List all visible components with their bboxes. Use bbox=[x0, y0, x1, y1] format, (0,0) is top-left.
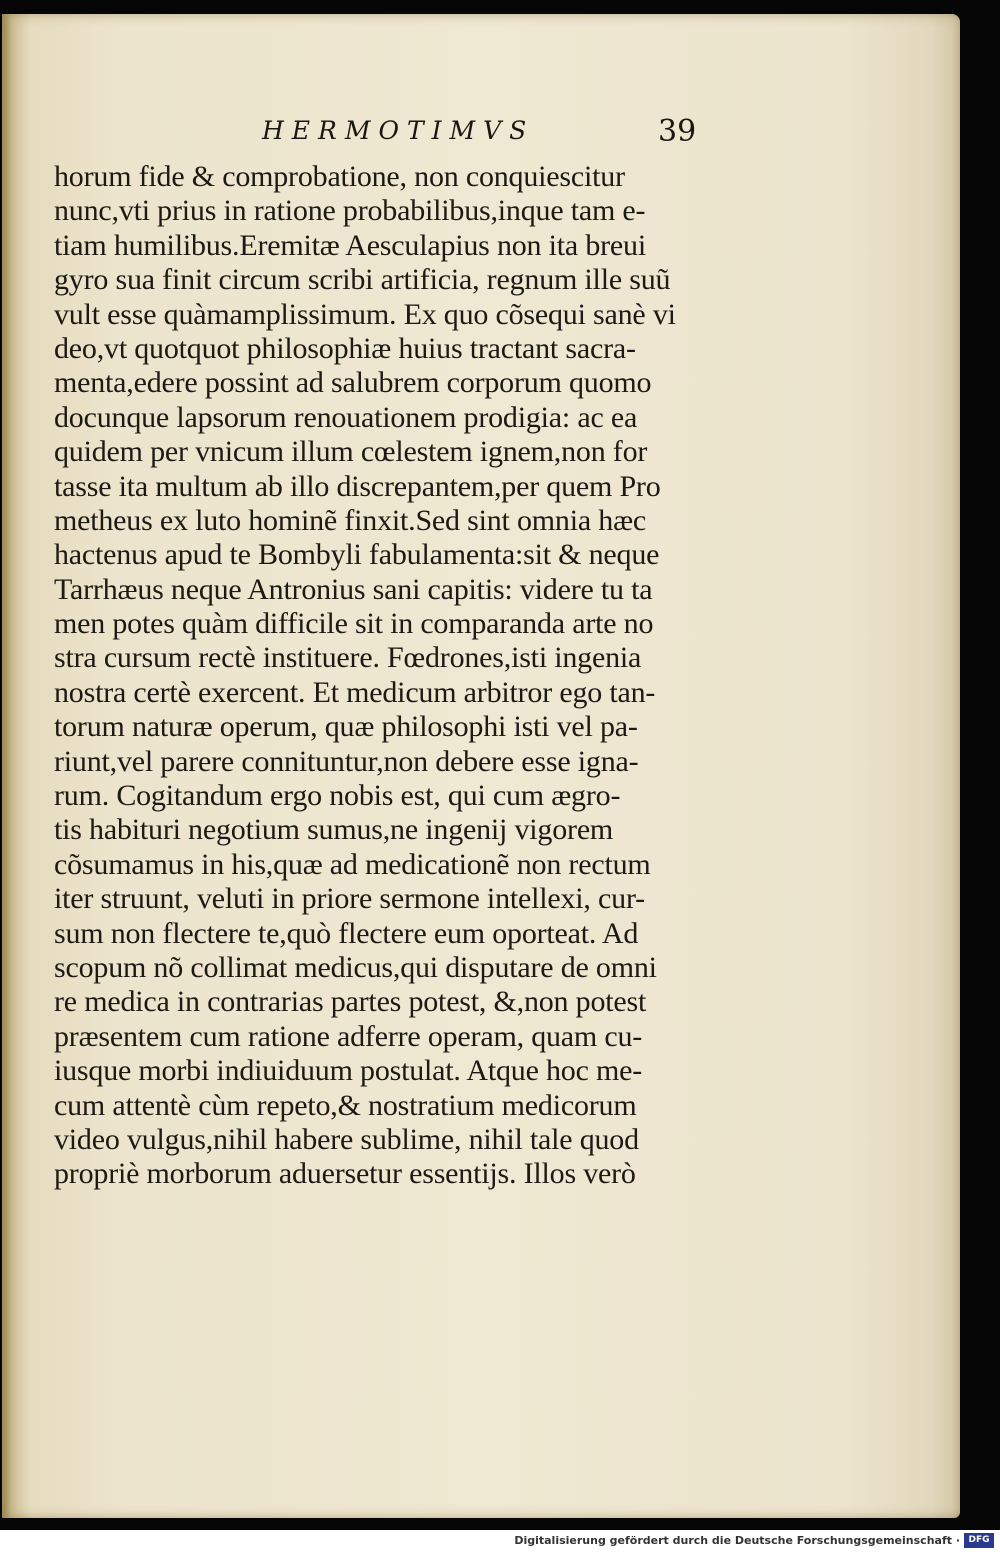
text-line: tasse ita multum ab illo discrepantem,per quem Pro bbox=[54, 469, 661, 503]
dfg-logo-icon: DFG bbox=[964, 1533, 994, 1548]
body-text bbox=[54, 160, 754, 1192]
text-line: riunt,vel parere connituntur,non debere esse igna- bbox=[54, 744, 639, 778]
page-gutter-shadow bbox=[2, 14, 10, 1518]
text-line: tiam humilibus.Eremitæ Aesculapius non ita breui bbox=[54, 228, 646, 262]
text-line: men potes quàm difficile sit in comparanda arte no bbox=[54, 607, 654, 641]
text-line: stra cursum rectè instituere. Fœdrones,isti ingenia bbox=[54, 641, 642, 675]
text-line: tis habituri negotium sumus,ne ingenij vigorem bbox=[54, 813, 614, 847]
text-line: re medica in contrarias partes potest, &,non potest bbox=[54, 985, 647, 1019]
text-line: hactenus apud te Bombyli fabulamenta:sit & neque bbox=[54, 538, 660, 572]
text-line: nunc,vti prius in ratione probabilibus,inque tam e- bbox=[54, 194, 646, 228]
text-line: Tarrhæus neque Antronius sani capitis: videre tu ta bbox=[54, 572, 653, 606]
page-number: 39 bbox=[658, 114, 697, 149]
text-line: cum attentè cùm repeto,& nostratium medicorum bbox=[54, 1088, 637, 1122]
text-line: præsentem cum ratione adferre operam, quam cu- bbox=[54, 1019, 643, 1053]
text-line: deo,vt quotquot philosophiæ huius tractant sacra- bbox=[54, 331, 636, 365]
text-line: video vulgus,nihil habere sublime, nihil tale quod bbox=[54, 1122, 639, 1156]
text-line: vult esse quàmamplissimum. Ex quo cõsequi sanè vi bbox=[54, 297, 676, 331]
text-line: docunque lapsorum renouationem prodigia: ac ea bbox=[54, 400, 638, 434]
text-line: scopum nõ collimat medicus,qui disputare de omni bbox=[54, 950, 657, 984]
text-line: horum fide & comprobatione, non conquiescitur bbox=[54, 160, 625, 193]
text-line: torum naturæ operum, quæ philosophi isti vel pa- bbox=[54, 710, 638, 744]
funding-credit: Digitalisierung gefördert durch die Deutsche Forschungsgemeinschaft · bbox=[514, 1534, 960, 1547]
text-line: iusque morbi indiuiduum postulat. Atque hoc me- bbox=[54, 1054, 643, 1088]
digitization-credit-bar bbox=[0, 1530, 1000, 1552]
text-line: cõsumamus in his,quæ ad medicationẽ non rectum bbox=[54, 847, 651, 881]
text-line: nostra certè exercent. Et medicum arbitror ego tan- bbox=[54, 675, 656, 709]
text-line: menta,edere possint ad salubrem corporum quomo bbox=[54, 366, 652, 400]
text-line: sum non flectere te,quò flectere eum oporteat. Ad bbox=[54, 916, 639, 950]
text-line: iter struunt, veluti in priore sermone intellexi, cur- bbox=[54, 882, 645, 916]
text-line: gyro sua finit circum scribi artificia, regnum ille suũ bbox=[54, 263, 671, 297]
text-line: propriè morborum aduersetur essentijs. Illos verò bbox=[54, 1157, 636, 1191]
running-title: HERMOTIMVS bbox=[262, 116, 535, 145]
text-line: metheus ex luto hominẽ finxit.Sed sint omnia hæc bbox=[54, 503, 646, 537]
text-line: quidem per vnicum illum cœlestem ignem,non for bbox=[54, 435, 648, 469]
text-line: rum. Cogitandum ergo nobis est, qui cum ægro- bbox=[54, 779, 621, 813]
